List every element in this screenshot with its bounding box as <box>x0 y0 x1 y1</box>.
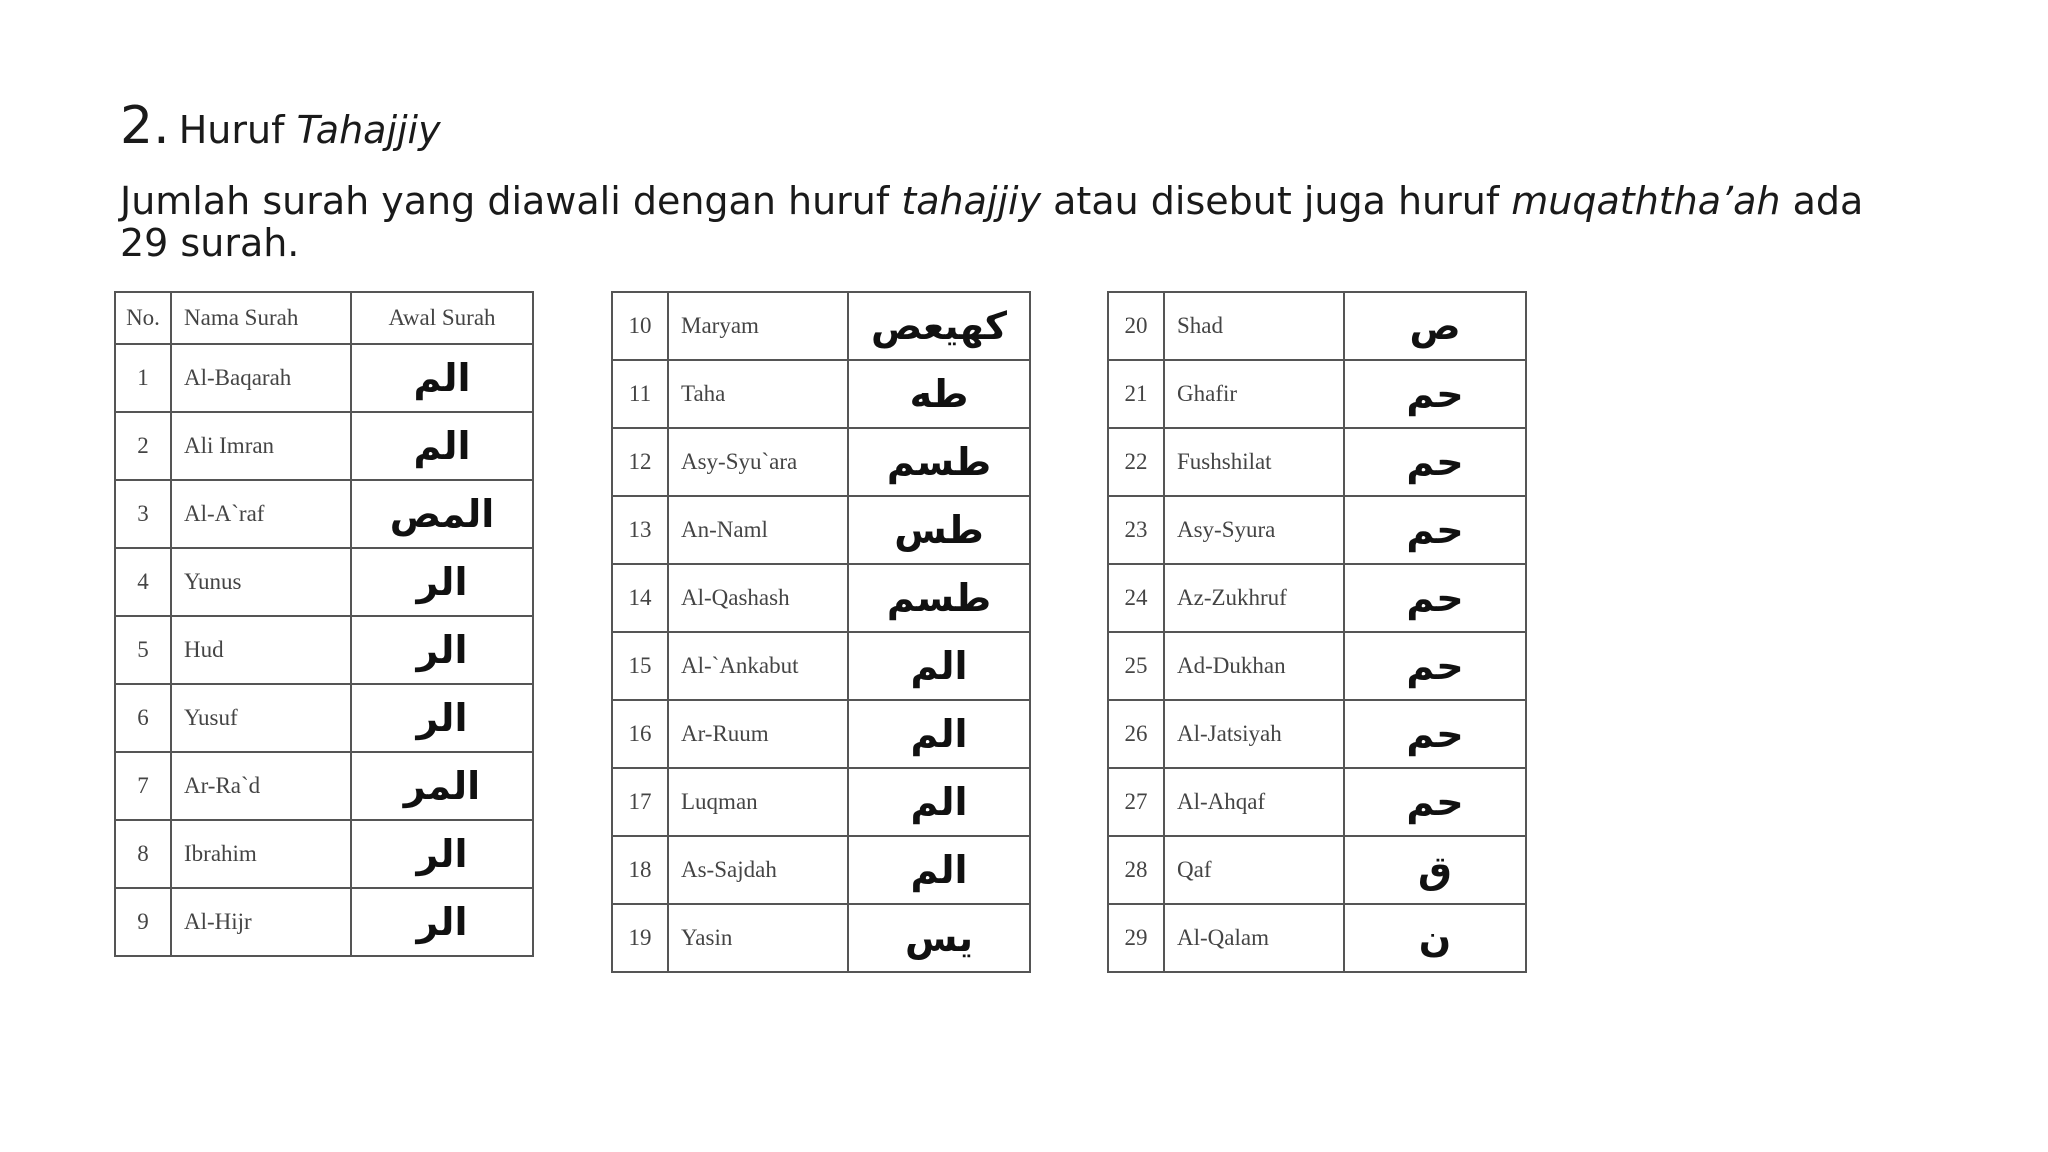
table-row <box>612 632 1030 700</box>
surah-number: 20 <box>1108 292 1164 360</box>
table-row <box>115 344 533 412</box>
table-row <box>115 616 533 684</box>
table-row <box>612 700 1030 768</box>
table-row <box>612 428 1030 496</box>
surah-opening-letters: الر <box>351 548 533 616</box>
table-row <box>612 496 1030 564</box>
surah-name: Az-Zukhruf <box>1164 564 1344 632</box>
header-no: No. <box>115 292 171 344</box>
surah-name: Al-Qalam <box>1164 904 1344 972</box>
surah-name: As-Sajdah <box>668 836 848 904</box>
section-title-italic: Tahajjiy <box>296 108 441 152</box>
section-heading <box>120 96 441 156</box>
paragraph-text-1: Jumlah surah yang diawali dengan huruf <box>120 179 902 223</box>
surah-opening-letters: طسم <box>848 428 1030 496</box>
surah-opening-letters: ص <box>1344 292 1526 360</box>
surah-name: Hud <box>171 616 351 684</box>
paragraph-italic-2: muqaththa’ah <box>1511 179 1781 223</box>
surah-opening-letters: ن <box>1344 904 1526 972</box>
surah-opening-letters: الم <box>848 700 1030 768</box>
surah-number: 4 <box>115 548 171 616</box>
surah-number: 29 <box>1108 904 1164 972</box>
surah-opening-letters: الم <box>848 632 1030 700</box>
surah-opening-letters: حم <box>1344 632 1526 700</box>
surah-opening-letters: الم <box>351 412 533 480</box>
table-row <box>115 412 533 480</box>
surah-opening-letters: طس <box>848 496 1030 564</box>
surah-number: 10 <box>612 292 668 360</box>
surah-opening-letters: الم <box>351 344 533 412</box>
table-row <box>1108 496 1526 564</box>
table-row <box>115 480 533 548</box>
surah-opening-letters: الر <box>351 684 533 752</box>
surah-number: 16 <box>612 700 668 768</box>
surah-opening-letters: طسم <box>848 564 1030 632</box>
surah-name: Ibrahim <box>171 820 351 888</box>
surah-name: Yusuf <box>171 684 351 752</box>
surah-number: 26 <box>1108 700 1164 768</box>
surah-number: 25 <box>1108 632 1164 700</box>
surah-opening-letters: طه <box>848 360 1030 428</box>
surah-table-2 <box>611 291 1031 973</box>
section-number: 2. <box>120 96 170 156</box>
paragraph-text-2: atau disebut juga huruf <box>1041 179 1512 223</box>
surah-name: Maryam <box>668 292 848 360</box>
table-header-row <box>115 292 533 344</box>
header-start: Awal Surah <box>351 292 533 344</box>
table-row <box>1108 292 1526 360</box>
surah-number: 22 <box>1108 428 1164 496</box>
surah-name: Fushshilat <box>1164 428 1344 496</box>
surah-number: 1 <box>115 344 171 412</box>
table-row <box>1108 428 1526 496</box>
table-row <box>115 548 533 616</box>
surah-number: 6 <box>115 684 171 752</box>
surah-opening-letters: حم <box>1344 360 1526 428</box>
table-row <box>612 904 1030 972</box>
surah-table-1 <box>114 291 534 957</box>
surah-number: 27 <box>1108 768 1164 836</box>
surah-name: Al-Hijr <box>171 888 351 956</box>
surah-number: 15 <box>612 632 668 700</box>
surah-name: Ali Imran <box>171 412 351 480</box>
surah-name: Al-Baqarah <box>171 344 351 412</box>
table-row <box>612 360 1030 428</box>
surah-name: Al-Jatsiyah <box>1164 700 1344 768</box>
surah-name: Al-A`raf <box>171 480 351 548</box>
surah-opening-letters: الر <box>351 888 533 956</box>
surah-name: Ar-Ruum <box>668 700 848 768</box>
surah-opening-letters: حم <box>1344 564 1526 632</box>
section-title-word: Huruf <box>178 108 285 152</box>
surah-number: 19 <box>612 904 668 972</box>
surah-opening-letters: حم <box>1344 768 1526 836</box>
surah-opening-letters: يس <box>848 904 1030 972</box>
surah-name: Qaf <box>1164 836 1344 904</box>
surah-opening-letters: حم <box>1344 700 1526 768</box>
surah-number: 11 <box>612 360 668 428</box>
surah-name: Asy-Syu`ara <box>668 428 848 496</box>
table-row <box>1108 700 1526 768</box>
table-row <box>115 752 533 820</box>
surah-name: Yasin <box>668 904 848 972</box>
table-row <box>1108 360 1526 428</box>
surah-number: 3 <box>115 480 171 548</box>
table-row <box>612 768 1030 836</box>
surah-number: 12 <box>612 428 668 496</box>
surah-number: 7 <box>115 752 171 820</box>
surah-name: Ghafir <box>1164 360 1344 428</box>
table-row <box>612 836 1030 904</box>
surah-name: Shad <box>1164 292 1344 360</box>
surah-number: 13 <box>612 496 668 564</box>
table-row <box>612 292 1030 360</box>
surah-opening-letters: كهيعص <box>848 292 1030 360</box>
surah-name: Asy-Syura <box>1164 496 1344 564</box>
surah-number: 18 <box>612 836 668 904</box>
surah-number: 14 <box>612 564 668 632</box>
surah-name: Taha <box>668 360 848 428</box>
surah-table-3 <box>1107 291 1527 973</box>
surah-name: Ar-Ra`d <box>171 752 351 820</box>
table-row <box>115 820 533 888</box>
surah-opening-letters: حم <box>1344 496 1526 564</box>
section-title <box>179 108 441 152</box>
table-row <box>1108 768 1526 836</box>
header-name: Nama Surah <box>171 292 351 344</box>
surah-number: 9 <box>115 888 171 956</box>
surah-opening-letters: ق <box>1344 836 1526 904</box>
table-row <box>1108 904 1526 972</box>
table-row <box>115 888 533 956</box>
surah-name: Al-Qashash <box>668 564 848 632</box>
table-row <box>612 564 1030 632</box>
table-row <box>1108 836 1526 904</box>
surah-opening-letters: الر <box>351 616 533 684</box>
surah-number: 21 <box>1108 360 1164 428</box>
surah-name: Ad-Dukhan <box>1164 632 1344 700</box>
surah-opening-letters: حم <box>1344 428 1526 496</box>
table-row <box>1108 632 1526 700</box>
surah-name: Yunus <box>171 548 351 616</box>
surah-opening-letters: الم <box>848 768 1030 836</box>
surah-number: 23 <box>1108 496 1164 564</box>
surah-name: Al-`Ankabut <box>668 632 848 700</box>
surah-number: 2 <box>115 412 171 480</box>
surah-name: An-Naml <box>668 496 848 564</box>
surah-opening-letters: المر <box>351 752 533 820</box>
intro-paragraph <box>120 180 1880 264</box>
surah-number: 8 <box>115 820 171 888</box>
surah-opening-letters: الم <box>848 836 1030 904</box>
surah-opening-letters: المص <box>351 480 533 548</box>
surah-number: 5 <box>115 616 171 684</box>
surah-name: Al-Ahqaf <box>1164 768 1344 836</box>
table-row <box>1108 564 1526 632</box>
surah-name: Luqman <box>668 768 848 836</box>
surah-number: 28 <box>1108 836 1164 904</box>
table-row <box>115 684 533 752</box>
paragraph-text-3: ada 29 surah. <box>120 179 1864 265</box>
surah-number: 24 <box>1108 564 1164 632</box>
paragraph-italic-1: tahajjiy <box>901 179 1042 223</box>
surah-opening-letters: الر <box>351 820 533 888</box>
surah-number: 17 <box>612 768 668 836</box>
